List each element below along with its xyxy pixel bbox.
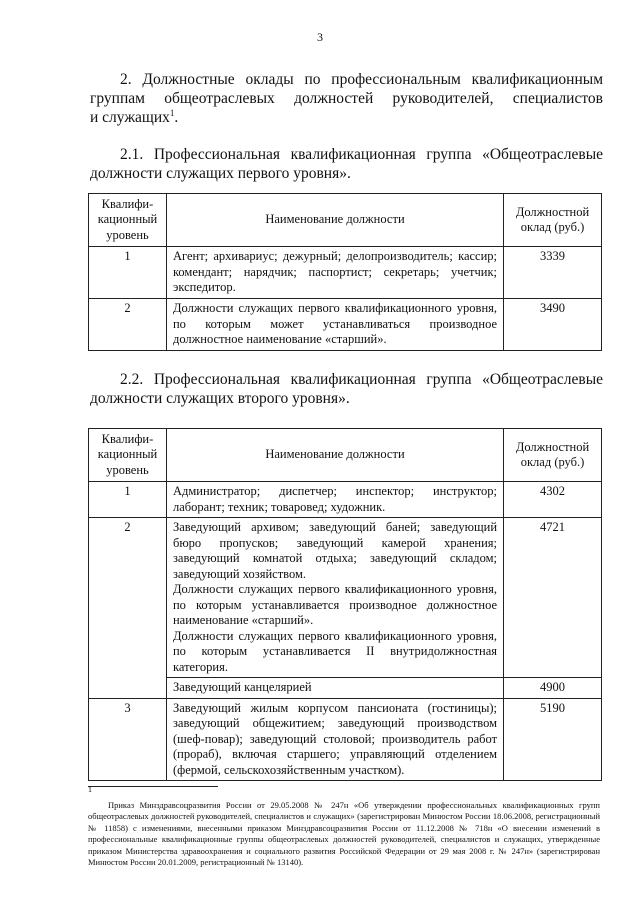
header-salary-line: Должностной xyxy=(515,439,590,454)
position-line: Администратор; диспетчер; инспектор; инструктор; xyxy=(172,484,498,498)
section-2-line-3-text: и служащих xyxy=(90,109,170,126)
header-level-line: кационный xyxy=(97,447,158,462)
position-line: экспедитор. xyxy=(172,280,236,294)
header-level xyxy=(89,194,167,247)
level-cell: 2 xyxy=(89,518,167,699)
header-level-line: уровень xyxy=(106,227,149,242)
table-row xyxy=(89,698,602,781)
footnote xyxy=(88,785,600,869)
position-line: (фермой, сельскохозяйственным участком). xyxy=(172,762,405,777)
section-2-line-3 xyxy=(90,109,178,126)
footnote-text: Приказ Минздравсоцразвития России от 29.05.2008 № 247н «Об утверждении профессиональных квалификационных групп общеотраслевых должностей руководителей, специалистов и служащих» (зарегистрирован Минюстом России 18.06.2008, регистрационный № 11858) с изменениями, внесенными приказом Минздравсоцразвития России от 11.12.2008 № 718н «О внесении изменений в профессиональные квалификационные группы общеотраслевых должностей руководителей, специалистов и служащих, утвержденные приказом Министерства здравоохранения и социального развития Российской Федерации от 29 мая 2008 г. № 247н» (зарегистрирован Минюстом России 20.01.2009, регистрационный № 13140). xyxy=(88,799,600,867)
position-line: Должности служащих первого квалификационного уровня, xyxy=(172,582,498,596)
table-header-row xyxy=(89,429,602,482)
position-line: Должности служащих первого квалификационного уровня, xyxy=(172,301,498,315)
position-line: заведующий общежитием; заведующий производством xyxy=(172,716,498,730)
level-cell: 2 xyxy=(89,299,167,351)
position-line: бюро пропусков; заведующий камерой хранения; xyxy=(172,535,498,550)
header-name: Наименование должности xyxy=(166,194,503,247)
level-cell: 1 xyxy=(89,482,167,518)
salary-cell: 4302 xyxy=(504,482,602,518)
level-cell: 1 xyxy=(89,247,167,299)
header-level-line: Квалифи- xyxy=(101,196,154,211)
section-2-2-line-1: 2.2. Профессиональная квалификационная группа «Общеотраслевые xyxy=(120,371,603,388)
section-2-1-line-1: 2.1. Профессиональная квалификационная группа «Общеотраслевые xyxy=(120,146,603,163)
page-number: 3 xyxy=(317,30,323,44)
position-line: по которым может устанавливаться производное xyxy=(172,316,498,331)
position-line: Агент; архивариус; дежурный; делопроизводитель; кассир; xyxy=(172,249,498,263)
position-line: Заведующий жилым корпусом пансионата (гостиницы); xyxy=(172,700,498,715)
position-name-cell xyxy=(166,518,503,678)
footnote-divider xyxy=(88,786,218,787)
header-level xyxy=(89,429,167,482)
salary-cell: 4900 xyxy=(504,678,602,699)
position-name-cell xyxy=(166,247,503,299)
section-2-1-heading xyxy=(90,145,603,183)
position-line: по которым устанавливается производное должностное xyxy=(172,597,498,612)
header-salary xyxy=(504,194,602,247)
section-2-heading xyxy=(90,70,603,127)
header-level-line: кационный xyxy=(97,212,158,227)
header-salary xyxy=(504,429,602,482)
position-line: (шеф-повар); заведующий столовой; производитель работ xyxy=(172,731,498,746)
header-name: Наименование должности xyxy=(166,429,503,482)
table-header-row xyxy=(89,194,602,247)
header-salary-line: оклад (руб.) xyxy=(520,220,585,234)
table-row xyxy=(89,247,602,299)
position-line: Заведующий архивом; заведующий баней; заведующий xyxy=(172,520,498,534)
position-line: комендант; нарядчик; паспортист; секретарь; учетчик; xyxy=(172,264,498,279)
footnote-mark: 1 xyxy=(88,785,92,795)
position-line: по которым устанавливается II внутридолжностная xyxy=(172,644,498,658)
salary-cell: 5190 xyxy=(504,698,602,781)
section-2-line-3-end: . xyxy=(174,109,179,126)
table-row xyxy=(89,482,602,518)
position-line: заведующий комнатой отдыха; заведующий складом; xyxy=(172,551,498,565)
position-line: (прораб), включая старшего; управляющий отделением xyxy=(172,747,498,761)
position-name-cell xyxy=(166,482,503,518)
position-line: категория. xyxy=(172,659,228,674)
table-row xyxy=(89,518,602,678)
section-2-line-1: 2. Должностные оклады по профессиональным квалификационным xyxy=(120,71,603,88)
section-2-1-line-2: должности служащих первого уровня». xyxy=(90,165,351,182)
section-2-2-heading xyxy=(90,370,603,408)
position-line: Должности служащих первого квалификационного уровня, xyxy=(172,628,498,643)
salary-cell: 3339 xyxy=(504,247,602,299)
position-name-cell xyxy=(166,299,503,351)
table-row xyxy=(89,299,602,351)
header-level-line: уровень xyxy=(106,462,149,477)
table-group-1 xyxy=(88,193,602,351)
position-name-cell xyxy=(166,698,503,781)
salary-cell: 3490 xyxy=(504,299,602,351)
position-line: заведующий хозяйством. xyxy=(172,566,307,581)
salary-cell: 4721 xyxy=(504,518,602,678)
header-salary-line: оклад (руб.) xyxy=(520,455,585,469)
level-cell: 3 xyxy=(89,698,167,781)
position-line: должностное наименование «старший». xyxy=(172,332,387,346)
header-salary-line: Должностной xyxy=(515,204,590,219)
position-name-cell: Заведующий канцелярией xyxy=(166,678,503,699)
position-line: лаборант; техник; товаровед; художник. xyxy=(172,499,386,514)
section-2-line-2: группам общеотраслевых должностей руководителей, специалистов xyxy=(90,90,603,107)
header-level-line: Квалифи- xyxy=(101,431,154,446)
position-line: наименование «старший». xyxy=(172,613,314,627)
table-group-2 xyxy=(88,428,602,781)
footnote-reference: 1 xyxy=(169,107,175,118)
section-2-2-line-2: должности служащих второго уровня». xyxy=(90,390,350,407)
